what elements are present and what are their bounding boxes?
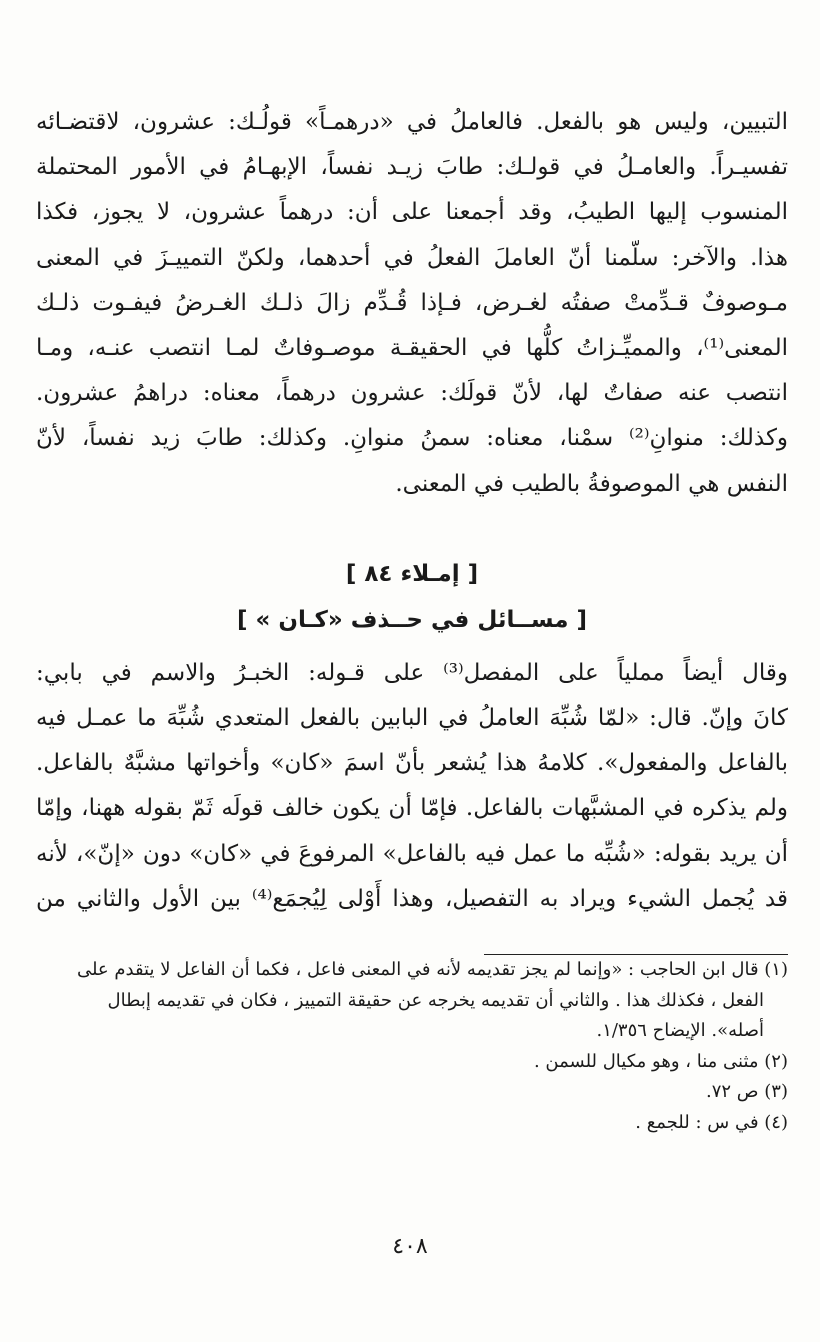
text-line: قد يُجمل الشيء ويراد به التفصيل، وهذا أَوْلى لِيُجمَع⁽⁴⁾ بين الأول والثاني من: [36, 885, 789, 912]
footnote-text: الفعل ، فكذلك هذا . والثاني أن تقديمه يخرجه عن حقيقة التمييز ، فكان في تقديمه إبطال: [107, 989, 764, 1011]
section-subtitle: [ مســائل في حــذف «كـان » ]: [236, 606, 588, 633]
text-line: ولم يذكره في المشبَّهات بالفاعل. فإمّا أن يكون خالف قولَه ثَمّ بقوله ههنا، وإمّا: [36, 795, 788, 822]
footnote-4: [36, 1108, 788, 1139]
page-body: [36, 100, 788, 1138]
text-line: كانَ وإنّ. قال: «لمّا شُبِّهَ العاملُ في البابين بالفعل المتعدي شُبِّهَ ما عمـل فيه: [36, 705, 788, 732]
footnote-text: (٤) في س : للجمع .: [635, 1111, 788, 1133]
footnote-2: [36, 1047, 788, 1078]
footnotes: [36, 955, 788, 1138]
section-title: [ إمـلاء ٨٤ ]: [345, 560, 479, 587]
paragraph-2: [36, 651, 788, 922]
page-number: ٤٠٨: [392, 1234, 428, 1259]
footnote-text: (٣) ص ٧٢.: [705, 1081, 788, 1103]
text-line: التبيين، وليس هو بالفعل. فالعاملُ في «درهمـاً» قولُـك: عشرون، لاقتضـائه: [36, 109, 788, 135]
text-line: هذا. والآخر: سلّمنا أنّ العاملَ الفعلُ في أحدهما، ولكنّ التمييـزَ في المعنى: [36, 244, 788, 271]
text-line: النفس هي الموصوفةُ بالطيب في المعنى.: [395, 470, 788, 497]
text-line: تفسيـراً. والعامـلُ في قولـك: طابَ زيـد نفساً، الإبهـامُ في الأمور المحتملة: [36, 154, 788, 181]
footnote-text: (١) قال ابن الحاجب : «وإنما لم يجز تقديمه لأنه في المعنى فاعل ، فكما أن الفاعل لا يتقدم على: [76, 959, 788, 981]
paragraph-1: [36, 100, 788, 507]
text-line: المنسوب إليها الطيبُ، وقد أجمعنا على أن: درهماً عشرون، لا يجوز، فكذا: [36, 199, 788, 226]
footnote-text: أصله». الإيضاح ١/٣٥٦.: [596, 1020, 764, 1042]
text-line: مـوصوفٌ قـدِّمتْ صفتُه لغـرض، فـإذا قُـدِّم زالَ ذلـك الغـرضُ فيفـوت ذلـك: [36, 289, 788, 316]
text-line: بالفاعل والمفعول». كلامهُ هذا يُشعر بأنّ اسمَ «كان» وأخواتها مشبَّهٌ بالفاعل.: [36, 750, 788, 777]
section-headings: [36, 551, 788, 643]
footnote-3: [36, 1077, 788, 1108]
text-line: وكذلك: منوانِ⁽²⁾ سمْنا، معناه: سمنُ منوانِ. وكذلك: طابَ زيد نفساً، لأنّ: [36, 425, 789, 452]
text-line: انتصب عنه صفاتٌ لها، لأنّ قولَك: عشرون درهماً، معناه: دراهمُ عشرون.: [36, 380, 788, 407]
text-line: أن يريد بقوله: «شُبِّه ما عمل فيه بالفاعل» المرفوعَ في «كان» دون «إنّ»، لأنه: [36, 840, 788, 867]
text-line: وقال أيضاً مملياً على المفصل⁽³⁾ على قـوله: الخبـرُ والاسم في بابي:: [36, 659, 788, 686]
text-line: المعنى⁽¹⁾، والمميِّـزاتُ كلُّها في الحقيقـة موصـوفاتٌ لمـا انتصب عنـه، ومـا: [36, 335, 788, 362]
footnote-text: (٢) مثنى منا ، وهو مكيال للسمن .: [533, 1050, 788, 1072]
footnote-1: [36, 955, 788, 1047]
